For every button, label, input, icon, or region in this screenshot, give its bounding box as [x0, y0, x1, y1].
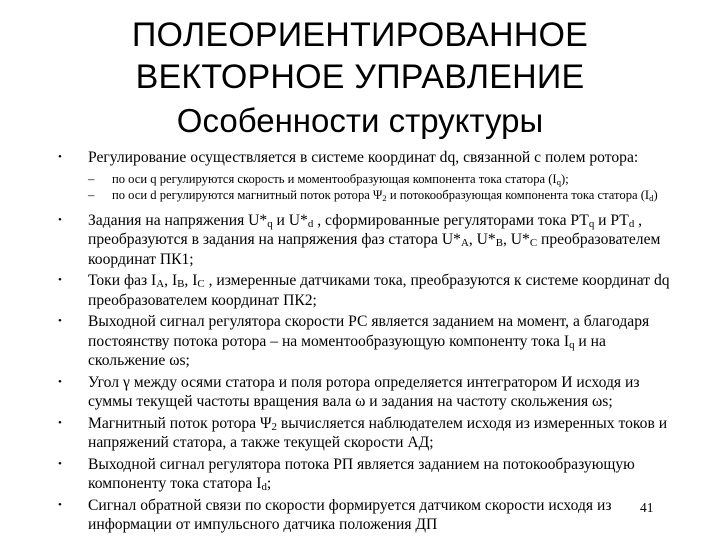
text-run: и потокообразующая компонента тока статора (I	[386, 187, 650, 202]
bullet-item	[58, 496, 684, 535]
bullet-list	[58, 148, 684, 535]
bullet-item	[58, 373, 684, 412]
text-run: и U*	[272, 211, 308, 229]
text-run: Токи фаз I	[88, 272, 157, 289]
bullet-item	[58, 271, 684, 310]
title-line-1: ПОЛЕОРИЕНТИРОВАННОЕ	[131, 16, 589, 54]
page-number: 41	[640, 500, 654, 515]
text-run: Угол γ между осями статора и поля ротора определяется интегратором И исходя из суммы текущей частоты вращения вала ω и задания на частоту скольжения ωs;	[88, 373, 640, 410]
text-run: , измеренные датчиками тока, преобразуются к системе координат dq преобразователем координат ПК2;	[88, 272, 670, 309]
subscript: 2	[382, 192, 387, 203]
text-run: , U*	[502, 231, 530, 248]
subscript: C	[197, 278, 205, 290]
subscript: B	[177, 278, 185, 290]
text-run: Выходной сигнал регулятора потока РП является заданием на потокообразующую компоненту тока статора I	[88, 455, 635, 492]
subscript: q	[556, 176, 562, 187]
subscript: d	[307, 217, 314, 230]
bullet-item	[58, 312, 684, 371]
text-run: по оси d регулируются магнитный поток ротора Ψ	[112, 187, 383, 202]
sub-list	[58, 171, 684, 203]
subscript: d	[649, 192, 654, 203]
bullet-item	[58, 414, 684, 453]
subscript: q	[569, 338, 575, 351]
sub-item	[88, 187, 684, 203]
text-run: Задания на напряжения U*	[88, 211, 268, 229]
subscript: d	[261, 481, 267, 493]
subscript: 2	[271, 420, 277, 433]
text-run: )	[653, 187, 658, 202]
text-run: и РТ	[594, 211, 629, 229]
text-run: );	[561, 171, 569, 186]
sub-item	[88, 171, 684, 187]
title-line-2: ВЕКТОРНОЕ УПРАВЛЕНИЕ	[135, 58, 585, 96]
text-run: преобразователем координат ПК1;	[88, 231, 661, 268]
text-run: вычисляется наблюдателем исходя из измеренных токов и напряжений статора, а также текущей скорости АД;	[88, 414, 668, 451]
text-run: , преобразуются в задания на напряжения фаз статора U*	[88, 211, 643, 248]
text-run: по оси q регулируются скорость и моментообразующая компонента тока статора (I	[112, 171, 557, 186]
slide-subtitle: Особенности структуры	[176, 102, 544, 139]
text-run: , I	[184, 272, 198, 289]
slide-title	[0, 14, 720, 143]
subscript: C	[529, 237, 538, 249]
subscript: q	[267, 217, 273, 230]
text-run: и на скольжение ωs;	[88, 332, 606, 369]
text-run: Регулирование осуществляется в системе координат dq, связанной с полем ротора:	[88, 149, 639, 166]
text-run: , сформированные регуляторами тока РТ	[313, 211, 589, 229]
text-run: Сигнал обратной связи по скорости формируется датчиком скорости исходя из информации от импульсного датчика положения ДП	[88, 496, 612, 533]
text-run: , U*	[468, 231, 496, 248]
text-run: ;	[266, 475, 272, 492]
subscript: d	[628, 217, 635, 230]
subscript: q	[588, 217, 595, 230]
bullet-item	[58, 148, 684, 168]
subscript: A	[156, 278, 165, 290]
subscript: B	[495, 237, 503, 249]
text-run: , I	[164, 272, 178, 289]
text-run: Магнитный поток ротора Ψ	[88, 414, 272, 432]
subscript: A	[460, 237, 469, 249]
bullet-item	[58, 455, 684, 494]
text-run: Выходной сигнал регулятора скорости РС является заданием на момент, а благодаря постоянству потока ротора – на моментообразующую компоненту тока I	[88, 313, 650, 350]
bullet-item	[58, 211, 684, 270]
